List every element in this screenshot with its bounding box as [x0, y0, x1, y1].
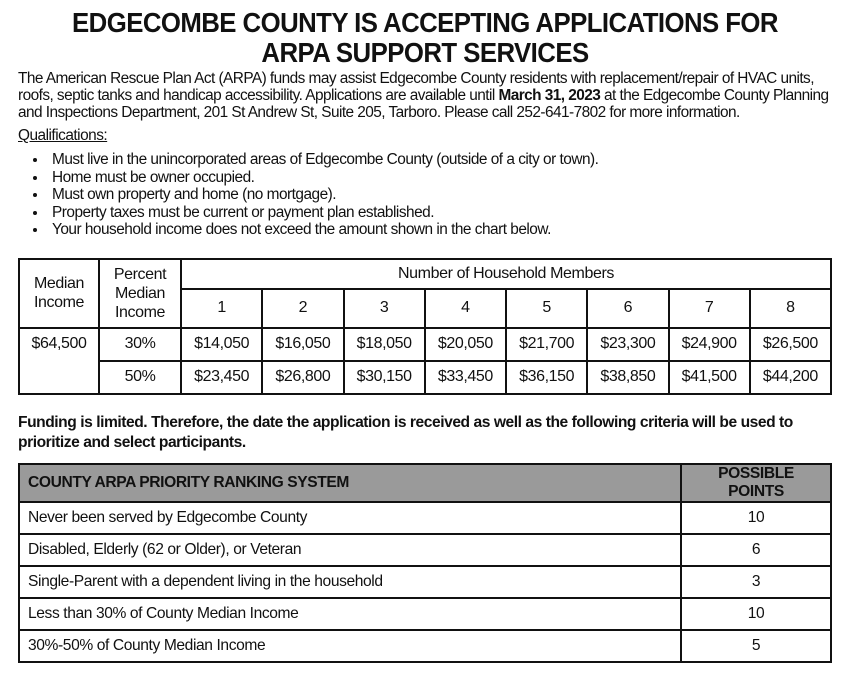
qualifications-list [18, 151, 832, 239]
title-line-2: ARPA SUPPORT SERVICES [261, 37, 589, 68]
member-count-cell: 3 [344, 289, 425, 328]
income-limit-cell: $38,850 [587, 361, 668, 394]
intro-text-2: at the Edgecombe County Planning and Inspections Department, 201 St Andrew St, Suite 205, Tarboro. Please call 252-641-7802 for more information. [18, 87, 829, 121]
percent-cell: 50% [99, 361, 181, 394]
funding-note: Funding is limited. Therefore, the date the application is received as well as the following criteria will be used to prioritize and select participants. [18, 413, 793, 451]
page-title [51, 8, 800, 68]
member-count-cell: 6 [587, 289, 668, 328]
ranking-system-header: COUNTY ARPA PRIORITY RANKING SYSTEM [19, 464, 681, 502]
income-limit-cell: $30,150 [344, 361, 425, 394]
flyer [0, 8, 850, 688]
title-line-1: EDGECOMBE COUNTY IS ACCEPTING APPLICATIONS FOR [72, 7, 778, 38]
income-limit-cell: $26,500 [750, 328, 831, 361]
possible-points-header: POSSIBLE POINTS [681, 464, 831, 502]
income-limit-cell: $16,050 [262, 328, 343, 361]
criterion-cell: Never been served by Edgecombe County [19, 502, 681, 534]
deadline-date: March 31, 2023 [498, 87, 601, 104]
income-limit-cell: $18,050 [344, 328, 425, 361]
income-limit-cell: $24,900 [669, 328, 750, 361]
income-table [18, 258, 832, 395]
criterion-cell: Single-Parent with a dependent living in the household [19, 566, 681, 598]
table-row [19, 502, 831, 534]
income-limit-cell: $23,300 [587, 328, 668, 361]
points-cell: 6 [681, 534, 831, 566]
income-limit-cell: $41,500 [669, 361, 750, 394]
member-count-cell: 8 [750, 289, 831, 328]
member-count-cell: 2 [262, 289, 343, 328]
table-row [19, 361, 831, 394]
list-item: • Property taxes must be current or payment plan established. [48, 204, 832, 222]
member-count-cell: 7 [669, 289, 750, 328]
percent-cell: 30% [99, 328, 181, 361]
income-limit-cell: $14,050 [181, 328, 262, 361]
points-cell: 10 [681, 598, 831, 630]
intro-paragraph [18, 70, 832, 121]
points-cell: 10 [681, 502, 831, 534]
table-row [19, 630, 831, 662]
income-limit-cell: $36,150 [506, 361, 587, 394]
list-item: • Home must be owner occupied. [48, 169, 832, 187]
income-limit-cell: $23,450 [181, 361, 262, 394]
household-members-header: Number of Household Members [181, 259, 831, 289]
criterion-cell: Less than 30% of County Median Income [19, 598, 681, 630]
income-limit-cell: $44,200 [750, 361, 831, 394]
intro-text-1: The American Rescue Plan Act (ARPA) funds may assist Edgecombe County residents with replacement/repair of HVAC units, roofs, septic tanks and handicap accessibility. Applications are available until [18, 70, 814, 104]
table-row [19, 328, 831, 361]
ranking-table [18, 463, 832, 663]
table-row [19, 534, 831, 566]
list-item: • Your household income does not exceed the amount shown in the chart below. [48, 221, 832, 239]
income-limit-cell: $20,050 [425, 328, 506, 361]
list-item: • Must own property and home (no mortgage). [48, 186, 832, 204]
percent-median-header: Percent Median Income [99, 259, 181, 328]
median-income-value: $64,500 [19, 328, 99, 394]
income-limit-cell: $33,450 [425, 361, 506, 394]
member-count-cell: 5 [506, 289, 587, 328]
list-item: • Must live in the unincorporated areas of Edgecombe County (outside of a city or town). [48, 151, 832, 169]
points-cell: 3 [681, 566, 831, 598]
table-row [19, 598, 831, 630]
income-limit-cell: $21,700 [506, 328, 587, 361]
table-row [19, 566, 831, 598]
member-count-cell: 1 [181, 289, 262, 328]
qualifications-heading: Qualifications: [18, 127, 108, 144]
criterion-cell: 30%-50% of County Median Income [19, 630, 681, 662]
median-income-header: Median Income [19, 259, 99, 328]
points-cell: 5 [681, 630, 831, 662]
income-limit-cell: $26,800 [262, 361, 343, 394]
criterion-cell: Disabled, Elderly (62 or Older), or Veteran [19, 534, 681, 566]
member-count-cell: 4 [425, 289, 506, 328]
